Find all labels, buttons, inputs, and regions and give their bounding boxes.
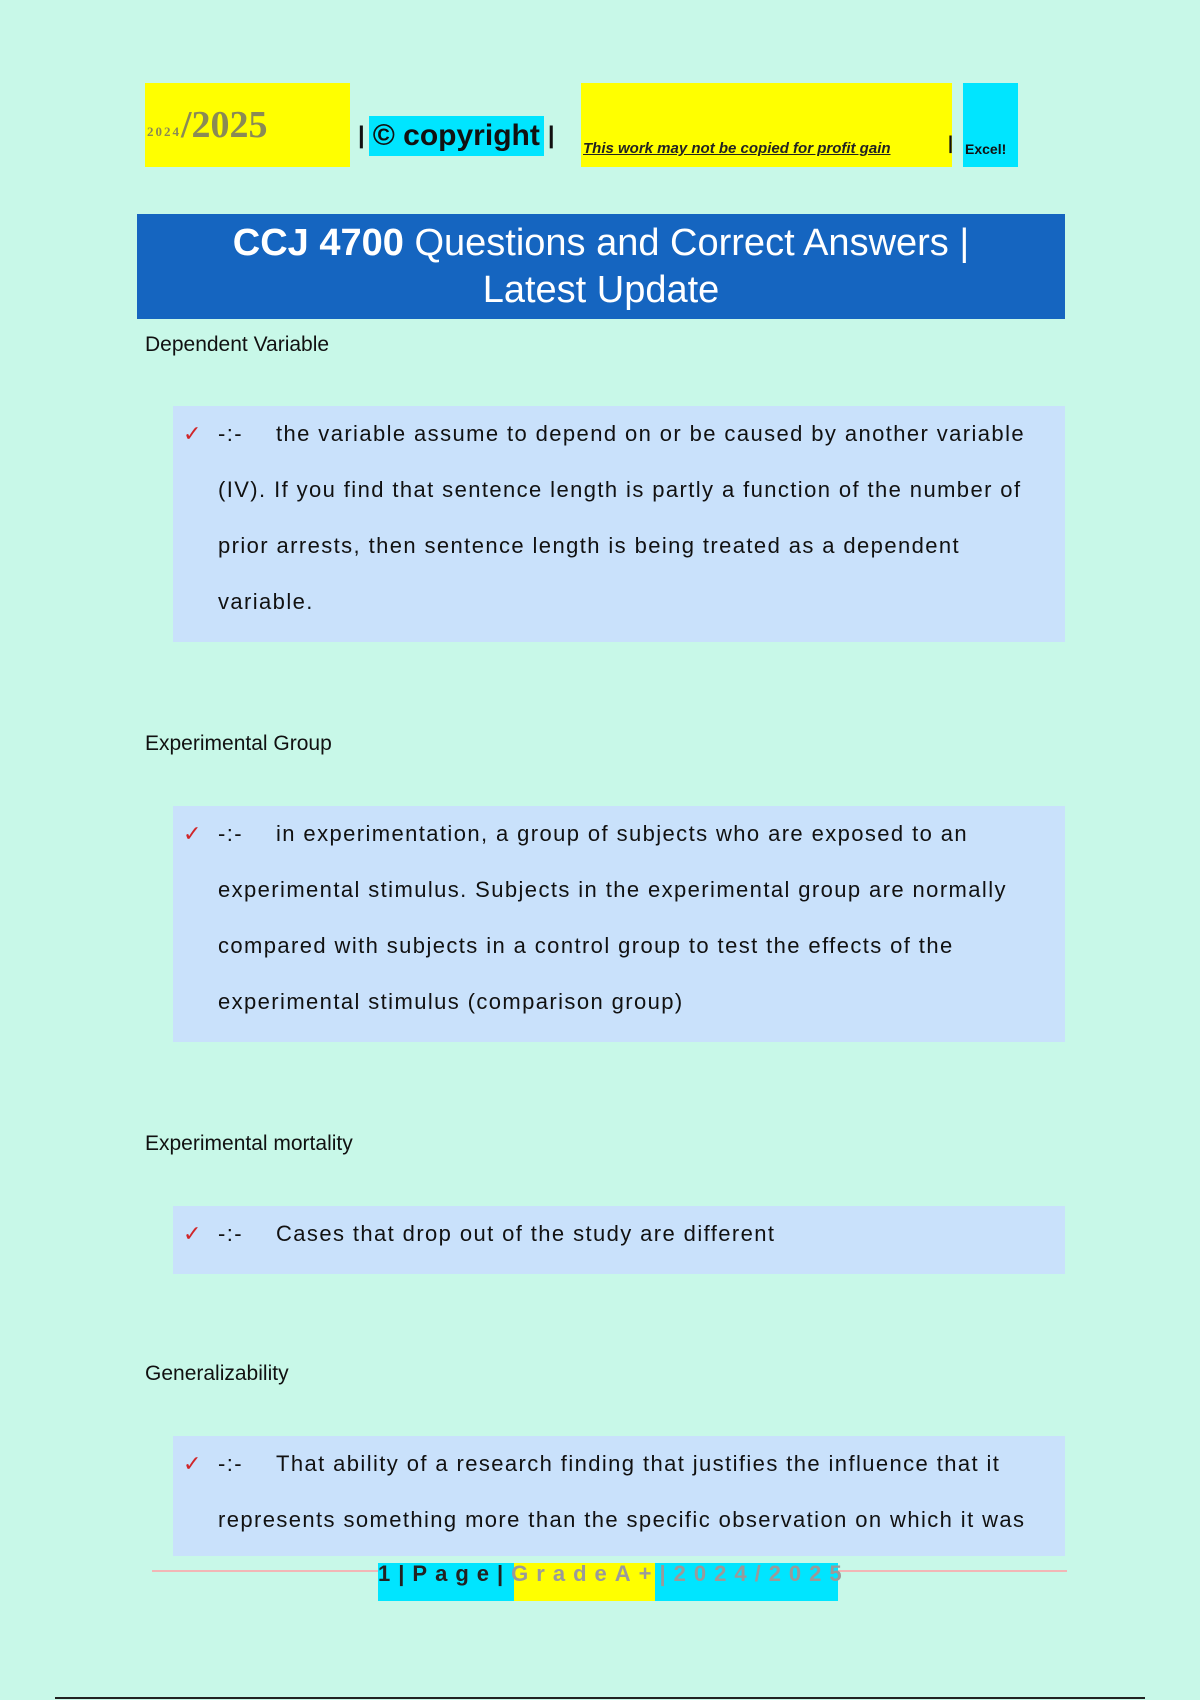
answer-marker: -:- [218,421,243,446]
pipe-separator: | [358,122,365,149]
copyright-label: © copyright [369,116,544,156]
term-heading: Generalizability [145,1362,289,1385]
header-year-box [145,83,350,167]
course-code: CCJ 4700 [232,222,404,264]
excel-label: Excel! [965,141,1007,157]
answer-box [173,406,1065,642]
footer-year: 2024/2025 [673,1561,850,1586]
answer-line: variable. [218,589,314,614]
title-line-1 [137,220,1065,267]
checkmark-icon: ✓ [183,821,203,846]
term-heading: Experimental mortality [145,1132,353,1155]
answer-line: experimental stimulus (comparison group) [218,989,684,1014]
answer-line [173,1436,1065,1492]
answer-text: the variable assume to depend on or be caused by another variable [276,421,1025,446]
checkmark-icon: ✓ [183,1221,203,1246]
checkmark-icon: ✓ [183,1451,203,1476]
answer-box [173,806,1065,1042]
header-copyright [358,116,555,156]
header-year-big: /2025 [181,104,268,146]
term-heading: Experimental Group [145,732,332,755]
answer-line [173,806,1065,862]
pipe-separator: | [547,122,555,149]
page-number: 1 [378,1561,399,1586]
answer-line: experimental stimulus. Subjects in the experimental group are normally [218,877,1007,902]
answer-marker: -:- [218,821,243,846]
answer-box [173,1206,1065,1274]
answer-box [173,1436,1065,1556]
page-bottom-rule [55,1697,1145,1699]
title-line-2: Latest Update [482,269,720,311]
title-rest: Questions and Correct Answers | [414,222,970,264]
answer-text: Cases that drop out of the study are different [276,1221,776,1246]
answer-line: prior arrests, then sentence length is being treated as a dependent [218,533,961,558]
page-footer [378,1561,850,1587]
answer-text: in experimentation, a group of subjects who are exposed to an [276,821,969,846]
answer-line [173,406,1065,462]
header-excel-box [963,83,1018,167]
header-warning-box [581,83,952,167]
page-label: |Page| [398,1561,512,1586]
copy-warning-text: This work may not be copied for profit gain [583,140,891,157]
pipe-separator: | [948,133,954,153]
footer-grade: GradeA+| [511,1561,674,1586]
answer-line [173,1206,1065,1262]
header-year-small: 2024 [147,124,181,139]
checkmark-icon: ✓ [183,421,203,446]
answer-text: That ability of a research finding that justifies the influence that it [276,1451,1001,1476]
answer-line: (IV). If you find that sentence length is partly a function of the number of [218,477,1022,502]
answer-marker: -:- [218,1221,243,1246]
answer-line: represents something more than the specific observation on which it was [218,1507,1026,1532]
term-heading: Dependent Variable [145,333,330,356]
answer-line: compared with subjects in a control group to test the effects of the [218,933,954,958]
title-banner [137,214,1065,319]
answer-marker: -:- [218,1451,243,1476]
